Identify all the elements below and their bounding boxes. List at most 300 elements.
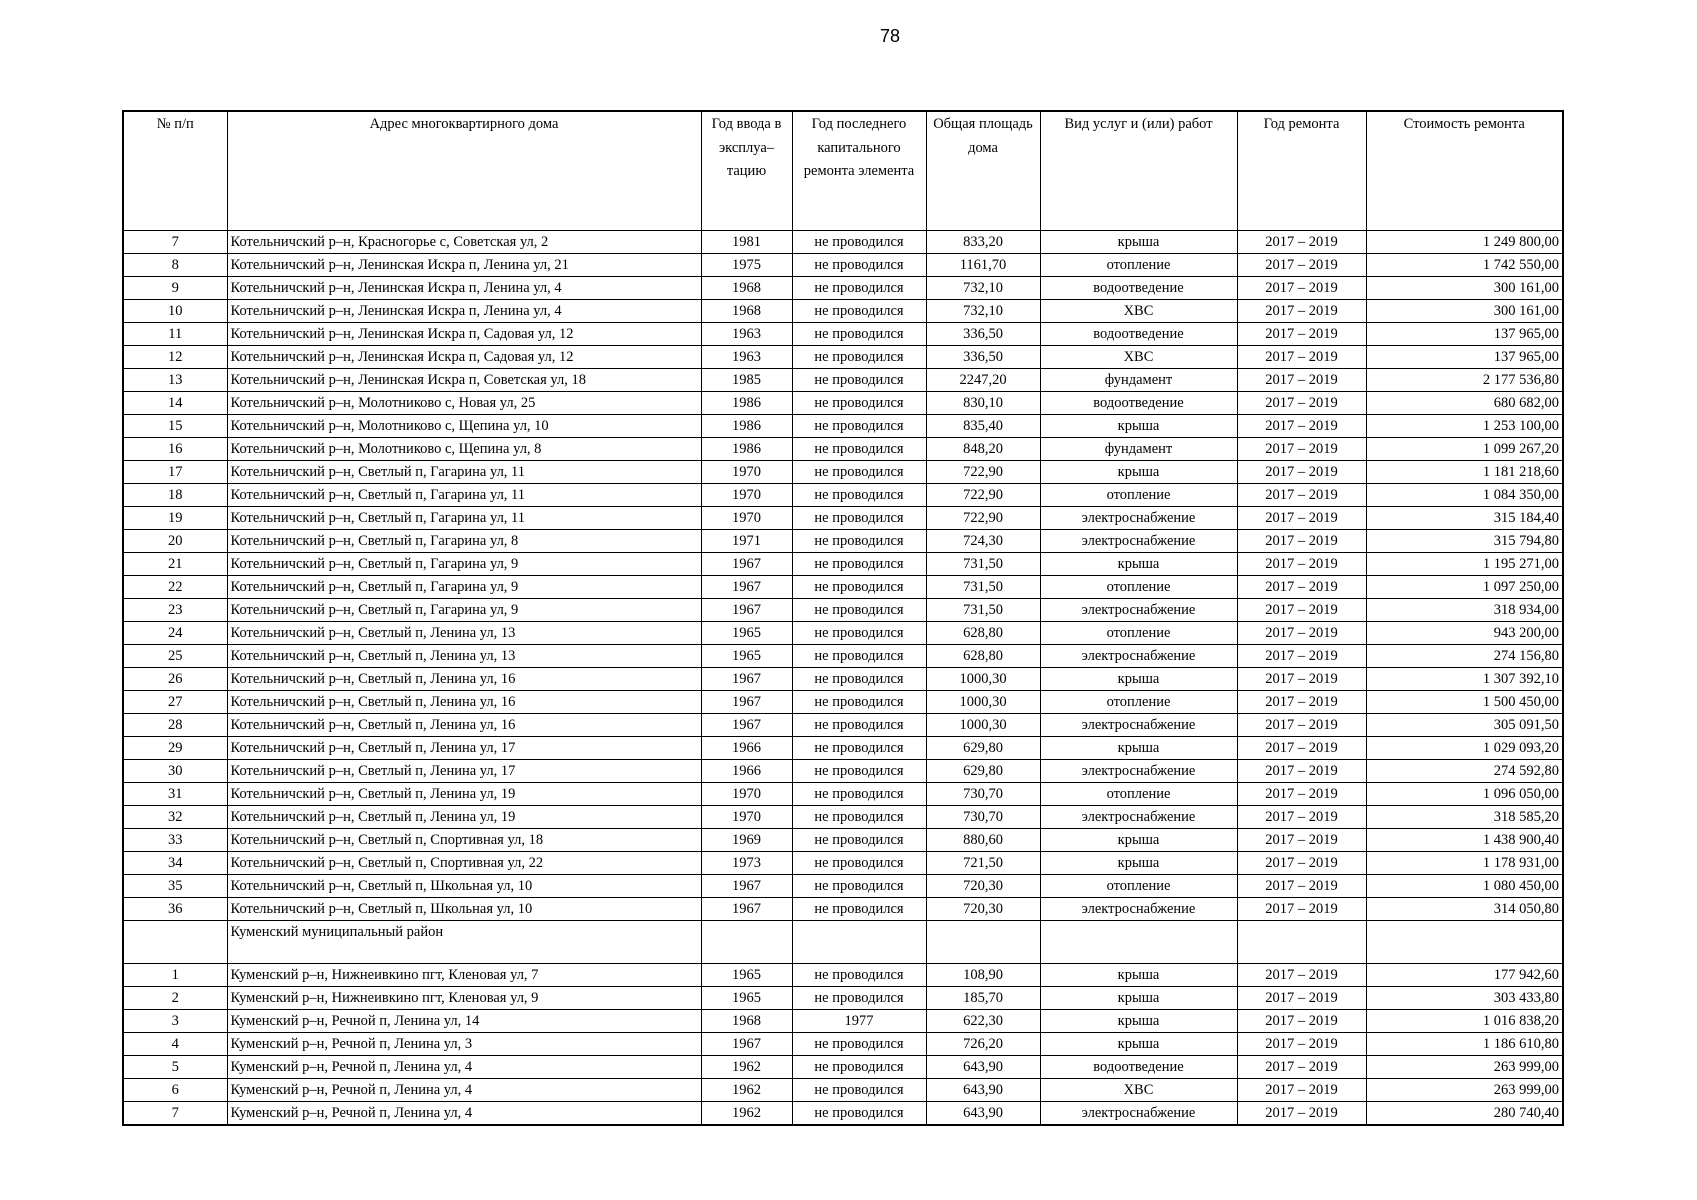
table-row — [123, 484, 1563, 507]
cell-service: крыша — [1040, 852, 1237, 875]
cell-area: 628,80 — [926, 622, 1040, 645]
empty-cell — [1040, 921, 1237, 964]
cell-last-repair: не проводился — [792, 392, 926, 415]
cell-address: Котельничский р–н, Светлый п, Спортивная ул, 18 — [227, 829, 701, 852]
cell-year-built: 1966 — [701, 737, 792, 760]
cell-area: 643,90 — [926, 1079, 1040, 1102]
table-row — [123, 875, 1563, 898]
table-row — [123, 369, 1563, 392]
cell-year-built: 1986 — [701, 392, 792, 415]
cell-last-repair: не проводился — [792, 300, 926, 323]
cell-cost: 1 249 800,00 — [1366, 231, 1563, 254]
cell-repair-year: 2017 – 2019 — [1237, 898, 1366, 921]
cell-num: 5 — [123, 1056, 227, 1079]
cell-repair-year: 2017 – 2019 — [1237, 346, 1366, 369]
cell-num: 35 — [123, 875, 227, 898]
cell-last-repair: не проводился — [792, 714, 926, 737]
cell-service: крыша — [1040, 737, 1237, 760]
cell-service: электроснабжение — [1040, 1102, 1237, 1126]
cell-address: Котельничский р–н, Ленинская Искра п, Ленина ул, 4 — [227, 277, 701, 300]
cell-service: крыша — [1040, 461, 1237, 484]
cell-repair-year: 2017 – 2019 — [1237, 369, 1366, 392]
table-row — [123, 1102, 1563, 1126]
cell-cost: 314 050,80 — [1366, 898, 1563, 921]
cell-area: 643,90 — [926, 1056, 1040, 1079]
cell-num: 26 — [123, 668, 227, 691]
cell-cost: 1 016 838,20 — [1366, 1010, 1563, 1033]
cell-repair-year: 2017 – 2019 — [1237, 484, 1366, 507]
cell-num: 16 — [123, 438, 227, 461]
cell-year-built: 1968 — [701, 1010, 792, 1033]
cell-num: 25 — [123, 645, 227, 668]
cell-last-repair: не проводился — [792, 829, 926, 852]
cell-last-repair: не проводился — [792, 898, 926, 921]
table-row — [123, 553, 1563, 576]
cell-year-built: 1967 — [701, 576, 792, 599]
cell-cost: 137 965,00 — [1366, 323, 1563, 346]
cell-area: 1161,70 — [926, 254, 1040, 277]
cell-area: 722,90 — [926, 507, 1040, 530]
header-last-repair: Год последнего капитального ремонта элемента — [792, 111, 926, 231]
cell-service: крыша — [1040, 231, 1237, 254]
cell-year-built: 1967 — [701, 875, 792, 898]
cell-cost: 2 177 536,80 — [1366, 369, 1563, 392]
cell-last-repair: не проводился — [792, 806, 926, 829]
cell-address: Котельничский р–н, Молотниково с, Щепина ул, 8 — [227, 438, 701, 461]
cell-cost: 300 161,00 — [1366, 277, 1563, 300]
cell-address: Котельничский р–н, Светлый п, Ленина ул, 17 — [227, 760, 701, 783]
empty-cell — [926, 921, 1040, 964]
cell-cost: 263 999,00 — [1366, 1056, 1563, 1079]
cell-address: Куменский р–н, Речной п, Ленина ул, 4 — [227, 1056, 701, 1079]
table-row — [123, 323, 1563, 346]
cell-repair-year: 2017 – 2019 — [1237, 875, 1366, 898]
cell-address: Куменский р–н, Нижнеивкино пгт, Кленовая ул, 7 — [227, 964, 701, 987]
cell-area: 732,10 — [926, 300, 1040, 323]
cell-repair-year: 2017 – 2019 — [1237, 714, 1366, 737]
cell-area: 731,50 — [926, 599, 1040, 622]
cell-cost: 1 253 100,00 — [1366, 415, 1563, 438]
cell-repair-year: 2017 – 2019 — [1237, 852, 1366, 875]
cell-area: 336,50 — [926, 323, 1040, 346]
cell-address: Котельничский р–н, Светлый п, Гагарина ул, 8 — [227, 530, 701, 553]
cell-address: Котельничский р–н, Светлый п, Ленина ул, 16 — [227, 668, 701, 691]
cell-cost: 274 592,80 — [1366, 760, 1563, 783]
cell-last-repair: не проводился — [792, 254, 926, 277]
cell-area: 629,80 — [926, 760, 1040, 783]
cell-num: 7 — [123, 1102, 227, 1126]
empty-cell — [1366, 921, 1563, 964]
cell-year-built: 1969 — [701, 829, 792, 852]
cell-area: 629,80 — [926, 737, 1040, 760]
cell-num: 27 — [123, 691, 227, 714]
cell-cost: 1 084 350,00 — [1366, 484, 1563, 507]
cell-num: 17 — [123, 461, 227, 484]
cell-service: отопление — [1040, 484, 1237, 507]
cell-last-repair: не проводился — [792, 691, 926, 714]
cell-cost: 1 178 931,00 — [1366, 852, 1563, 875]
header-year-built: Год ввода в эксплуа–тацию — [701, 111, 792, 231]
cell-address: Котельничский р–н, Светлый п, Ленина ул, 19 — [227, 783, 701, 806]
cell-service: отопление — [1040, 691, 1237, 714]
cell-cost: 1 195 271,00 — [1366, 553, 1563, 576]
cell-year-built: 1970 — [701, 806, 792, 829]
cell-area: 848,20 — [926, 438, 1040, 461]
cell-service: водоотведение — [1040, 1056, 1237, 1079]
cell-area: 835,40 — [926, 415, 1040, 438]
table-row — [123, 760, 1563, 783]
cell-repair-year: 2017 – 2019 — [1237, 530, 1366, 553]
cell-num: 2 — [123, 987, 227, 1010]
cell-num: 3 — [123, 1010, 227, 1033]
cell-last-repair: не проводился — [792, 415, 926, 438]
table-row — [123, 254, 1563, 277]
cell-service: отопление — [1040, 622, 1237, 645]
cell-year-built: 1965 — [701, 622, 792, 645]
cell-last-repair: не проводился — [792, 323, 926, 346]
cell-cost: 1 080 450,00 — [1366, 875, 1563, 898]
cell-num: 6 — [123, 1079, 227, 1102]
cell-year-built: 1962 — [701, 1056, 792, 1079]
cell-repair-year: 2017 – 2019 — [1237, 507, 1366, 530]
cell-cost: 1 029 093,20 — [1366, 737, 1563, 760]
cell-area: 880,60 — [926, 829, 1040, 852]
table-row — [123, 622, 1563, 645]
cell-num: 19 — [123, 507, 227, 530]
cell-address: Котельничский р–н, Светлый п, Гагарина ул, 11 — [227, 507, 701, 530]
table-row — [123, 576, 1563, 599]
cell-last-repair: не проводился — [792, 277, 926, 300]
cell-cost: 680 682,00 — [1366, 392, 1563, 415]
cell-area: 732,10 — [926, 277, 1040, 300]
table-row — [123, 1056, 1563, 1079]
cell-repair-year: 2017 – 2019 — [1237, 599, 1366, 622]
cell-last-repair: не проводился — [792, 346, 926, 369]
cell-service: фундамент — [1040, 369, 1237, 392]
table-row — [123, 783, 1563, 806]
cell-year-built: 1967 — [701, 553, 792, 576]
cell-area: 730,70 — [926, 806, 1040, 829]
cell-last-repair: не проводился — [792, 484, 926, 507]
empty-cell — [1237, 921, 1366, 964]
cell-address: Котельничский р–н, Ленинская Искра п, Ленина ул, 21 — [227, 254, 701, 277]
cell-repair-year: 2017 – 2019 — [1237, 553, 1366, 576]
table-row — [123, 964, 1563, 987]
cell-repair-year: 2017 – 2019 — [1237, 1010, 1366, 1033]
cell-service: крыша — [1040, 415, 1237, 438]
cell-cost: 1 186 610,80 — [1366, 1033, 1563, 1056]
cell-service: отопление — [1040, 254, 1237, 277]
section-title: Куменский муниципальный район — [227, 921, 701, 964]
cell-cost: 300 161,00 — [1366, 300, 1563, 323]
table-row — [123, 691, 1563, 714]
table-row — [123, 231, 1563, 254]
cell-address: Котельничский р–н, Светлый п, Гагарина ул, 11 — [227, 484, 701, 507]
cell-service: ХВС — [1040, 300, 1237, 323]
cell-year-built: 1975 — [701, 254, 792, 277]
cell-repair-year: 2017 – 2019 — [1237, 645, 1366, 668]
table-row — [123, 461, 1563, 484]
cell-cost: 263 999,00 — [1366, 1079, 1563, 1102]
cell-area: 830,10 — [926, 392, 1040, 415]
cell-repair-year: 2017 – 2019 — [1237, 461, 1366, 484]
cell-service: ХВС — [1040, 346, 1237, 369]
cell-service: крыша — [1040, 668, 1237, 691]
table-row — [123, 599, 1563, 622]
cell-year-built: 1967 — [701, 668, 792, 691]
table-row — [123, 346, 1563, 369]
cell-area: 1000,30 — [926, 668, 1040, 691]
cell-num: 24 — [123, 622, 227, 645]
cell-address: Котельничский р–н, Светлый п, Ленина ул, 13 — [227, 622, 701, 645]
cell-repair-year: 2017 – 2019 — [1237, 392, 1366, 415]
cell-year-built: 1973 — [701, 852, 792, 875]
cell-area: 108,90 — [926, 964, 1040, 987]
cell-area: 1000,30 — [926, 691, 1040, 714]
cell-last-repair: не проводился — [792, 438, 926, 461]
cell-address: Котельничский р–н, Светлый п, Ленина ул, 13 — [227, 645, 701, 668]
cell-service: крыша — [1040, 964, 1237, 987]
empty-cell — [701, 921, 792, 964]
cell-num: 31 — [123, 783, 227, 806]
cell-service: электроснабжение — [1040, 898, 1237, 921]
cell-area: 185,70 — [926, 987, 1040, 1010]
cell-num: 34 — [123, 852, 227, 875]
cell-num: 36 — [123, 898, 227, 921]
cell-service: электроснабжение — [1040, 806, 1237, 829]
table-row — [123, 1033, 1563, 1056]
cell-year-built: 1985 — [701, 369, 792, 392]
header-row — [123, 111, 1563, 231]
cell-service: крыша — [1040, 1033, 1237, 1056]
cell-cost: 137 965,00 — [1366, 346, 1563, 369]
cell-service: отопление — [1040, 783, 1237, 806]
cell-year-built: 1965 — [701, 964, 792, 987]
cell-service: крыша — [1040, 553, 1237, 576]
table-row — [123, 415, 1563, 438]
cell-num: 15 — [123, 415, 227, 438]
table-row — [123, 530, 1563, 553]
cell-area: 833,20 — [926, 231, 1040, 254]
cell-num: 13 — [123, 369, 227, 392]
header-cost: Стоимость ремонта — [1366, 111, 1563, 231]
cell-num: 22 — [123, 576, 227, 599]
cell-num: 10 — [123, 300, 227, 323]
cell-cost: 1 438 900,40 — [1366, 829, 1563, 852]
cell-repair-year: 2017 – 2019 — [1237, 806, 1366, 829]
cell-year-built: 1970 — [701, 461, 792, 484]
cell-area: 643,90 — [926, 1102, 1040, 1126]
cell-repair-year: 2017 – 2019 — [1237, 964, 1366, 987]
cell-year-built: 1967 — [701, 714, 792, 737]
cell-address: Котельничский р–н, Молотниково с, Новая ул, 25 — [227, 392, 701, 415]
cell-repair-year: 2017 – 2019 — [1237, 737, 1366, 760]
cell-year-built: 1965 — [701, 645, 792, 668]
cell-area: 720,30 — [926, 875, 1040, 898]
cell-num: 33 — [123, 829, 227, 852]
cell-last-repair: не проводился — [792, 645, 926, 668]
cell-num: 21 — [123, 553, 227, 576]
cell-cost: 1 099 267,20 — [1366, 438, 1563, 461]
cell-cost: 943 200,00 — [1366, 622, 1563, 645]
cell-num: 28 — [123, 714, 227, 737]
cell-address: Котельничский р–н, Ленинская Искра п, Садовая ул, 12 — [227, 323, 701, 346]
cell-area: 336,50 — [926, 346, 1040, 369]
cell-num: 30 — [123, 760, 227, 783]
cell-num: 23 — [123, 599, 227, 622]
cell-last-repair: не проводился — [792, 553, 926, 576]
cell-repair-year: 2017 – 2019 — [1237, 1033, 1366, 1056]
cell-repair-year: 2017 – 2019 — [1237, 668, 1366, 691]
cell-year-built: 1970 — [701, 484, 792, 507]
cell-area: 722,90 — [926, 484, 1040, 507]
cell-last-repair: не проводился — [792, 507, 926, 530]
cell-num: 8 — [123, 254, 227, 277]
cell-repair-year: 2017 – 2019 — [1237, 576, 1366, 599]
cell-cost: 318 934,00 — [1366, 599, 1563, 622]
cell-address: Котельничский р–н, Светлый п, Гагарина ул, 9 — [227, 599, 701, 622]
cell-cost: 274 156,80 — [1366, 645, 1563, 668]
cell-address: Куменский р–н, Речной п, Ленина ул, 4 — [227, 1102, 701, 1126]
cell-last-repair: не проводился — [792, 964, 926, 987]
cell-year-built: 1986 — [701, 438, 792, 461]
cell-num: 14 — [123, 392, 227, 415]
cell-year-built: 1968 — [701, 277, 792, 300]
cell-num: 11 — [123, 323, 227, 346]
cell-last-repair: не проводился — [792, 1056, 926, 1079]
cell-address: Котельничский р–н, Ленинская Искра п, Садовая ул, 12 — [227, 346, 701, 369]
empty-cell — [792, 921, 926, 964]
cell-year-built: 1970 — [701, 783, 792, 806]
cell-year-built: 1986 — [701, 415, 792, 438]
cell-area: 1000,30 — [926, 714, 1040, 737]
cell-address: Куменский р–н, Речной п, Ленина ул, 3 — [227, 1033, 701, 1056]
header-service: Вид услуг и (или) работ — [1040, 111, 1237, 231]
cell-repair-year: 2017 – 2019 — [1237, 1056, 1366, 1079]
cell-area: 731,50 — [926, 553, 1040, 576]
cell-num: 7 — [123, 231, 227, 254]
cell-service: электроснабжение — [1040, 530, 1237, 553]
cell-service: ХВС — [1040, 1079, 1237, 1102]
cell-address: Куменский р–н, Нижнеивкино пгт, Кленовая ул, 9 — [227, 987, 701, 1010]
cell-address: Котельничский р–н, Светлый п, Гагарина ул, 9 — [227, 553, 701, 576]
cell-repair-year: 2017 – 2019 — [1237, 987, 1366, 1010]
cell-num: 18 — [123, 484, 227, 507]
table-row — [123, 737, 1563, 760]
cell-num: 9 — [123, 277, 227, 300]
cell-year-built: 1971 — [701, 530, 792, 553]
cell-last-repair: не проводился — [792, 1102, 926, 1126]
cell-cost: 315 794,80 — [1366, 530, 1563, 553]
cell-last-repair: не проводился — [792, 987, 926, 1010]
cell-last-repair: не проводился — [792, 875, 926, 898]
table-row — [123, 714, 1563, 737]
cell-last-repair: не проводился — [792, 461, 926, 484]
cell-year-built: 1981 — [701, 231, 792, 254]
cell-address: Котельничский р–н, Светлый п, Школьная ул, 10 — [227, 875, 701, 898]
table-row — [123, 898, 1563, 921]
cell-address: Куменский р–н, Речной п, Ленина ул, 4 — [227, 1079, 701, 1102]
cell-repair-year: 2017 – 2019 — [1237, 438, 1366, 461]
cell-repair-year: 2017 – 2019 — [1237, 622, 1366, 645]
cell-address: Котельничский р–н, Красногорье с, Советская ул, 2 — [227, 231, 701, 254]
cell-area: 731,50 — [926, 576, 1040, 599]
cell-address: Котельничский р–н, Молотниково с, Щепина ул, 10 — [227, 415, 701, 438]
cell-service: отопление — [1040, 576, 1237, 599]
cell-repair-year: 2017 – 2019 — [1237, 1079, 1366, 1102]
cell-num: 29 — [123, 737, 227, 760]
table-row — [123, 1010, 1563, 1033]
cell-num: 32 — [123, 806, 227, 829]
table-row — [123, 645, 1563, 668]
cell-repair-year: 2017 – 2019 — [1237, 254, 1366, 277]
cell-address: Котельничский р–н, Светлый п, Ленина ул, 16 — [227, 691, 701, 714]
cell-repair-year: 2017 – 2019 — [1237, 277, 1366, 300]
cell-address: Котельничский р–н, Светлый п, Школьная ул, 10 — [227, 898, 701, 921]
cell-address: Котельничский р–н, Ленинская Искра п, Советская ул, 18 — [227, 369, 701, 392]
cell-repair-year: 2017 – 2019 — [1237, 829, 1366, 852]
header-area: Общая площадь дома — [926, 111, 1040, 231]
cell-service: электроснабжение — [1040, 714, 1237, 737]
page-number: 78 — [879, 26, 901, 46]
cell-cost: 303 433,80 — [1366, 987, 1563, 1010]
cell-service: электроснабжение — [1040, 760, 1237, 783]
cell-cost: 318 585,20 — [1366, 806, 1563, 829]
cell-last-repair: не проводился — [792, 1033, 926, 1056]
cell-address: Котельничский р–н, Светлый п, Ленина ул, 16 — [227, 714, 701, 737]
cell-repair-year: 2017 – 2019 — [1237, 1102, 1366, 1126]
cell-area: 730,70 — [926, 783, 1040, 806]
cell-year-built: 1967 — [701, 898, 792, 921]
cell-last-repair: не проводился — [792, 576, 926, 599]
cell-service: электроснабжение — [1040, 645, 1237, 668]
cell-repair-year: 2017 – 2019 — [1237, 783, 1366, 806]
cell-year-built: 1963 — [701, 346, 792, 369]
cell-cost: 1 097 250,00 — [1366, 576, 1563, 599]
cell-last-repair: не проводился — [792, 760, 926, 783]
table-row — [123, 806, 1563, 829]
cell-service: водоотведение — [1040, 323, 1237, 346]
header-repair-year: Год ремонта — [1237, 111, 1366, 231]
cell-cost: 177 942,60 — [1366, 964, 1563, 987]
cell-service: крыша — [1040, 829, 1237, 852]
table-row — [123, 277, 1563, 300]
table-row — [123, 392, 1563, 415]
cell-num: 20 — [123, 530, 227, 553]
cell-address: Котельничский р–н, Светлый п, Ленина ул, 19 — [227, 806, 701, 829]
cell-cost: 315 184,40 — [1366, 507, 1563, 530]
table-row — [123, 438, 1563, 461]
cell-repair-year: 2017 – 2019 — [1237, 691, 1366, 714]
cell-service: водоотведение — [1040, 277, 1237, 300]
header-address: Адрес многоквартирного дома — [227, 111, 701, 231]
cell-cost: 1 500 450,00 — [1366, 691, 1563, 714]
cell-area: 2247,20 — [926, 369, 1040, 392]
cell-area: 720,30 — [926, 898, 1040, 921]
table-row — [123, 668, 1563, 691]
cell-repair-year: 2017 – 2019 — [1237, 300, 1366, 323]
cell-cost: 1 742 550,00 — [1366, 254, 1563, 277]
cell-area: 724,30 — [926, 530, 1040, 553]
table-row — [123, 1079, 1563, 1102]
cell-year-built: 1967 — [701, 691, 792, 714]
cell-cost: 280 740,40 — [1366, 1102, 1563, 1126]
cell-last-repair: не проводился — [792, 783, 926, 806]
cell-last-repair: 1977 — [792, 1010, 926, 1033]
cell-address: Котельничский р–н, Светлый п, Гагарина ул, 11 — [227, 461, 701, 484]
cell-year-built: 1967 — [701, 1033, 792, 1056]
cell-service: крыша — [1040, 987, 1237, 1010]
